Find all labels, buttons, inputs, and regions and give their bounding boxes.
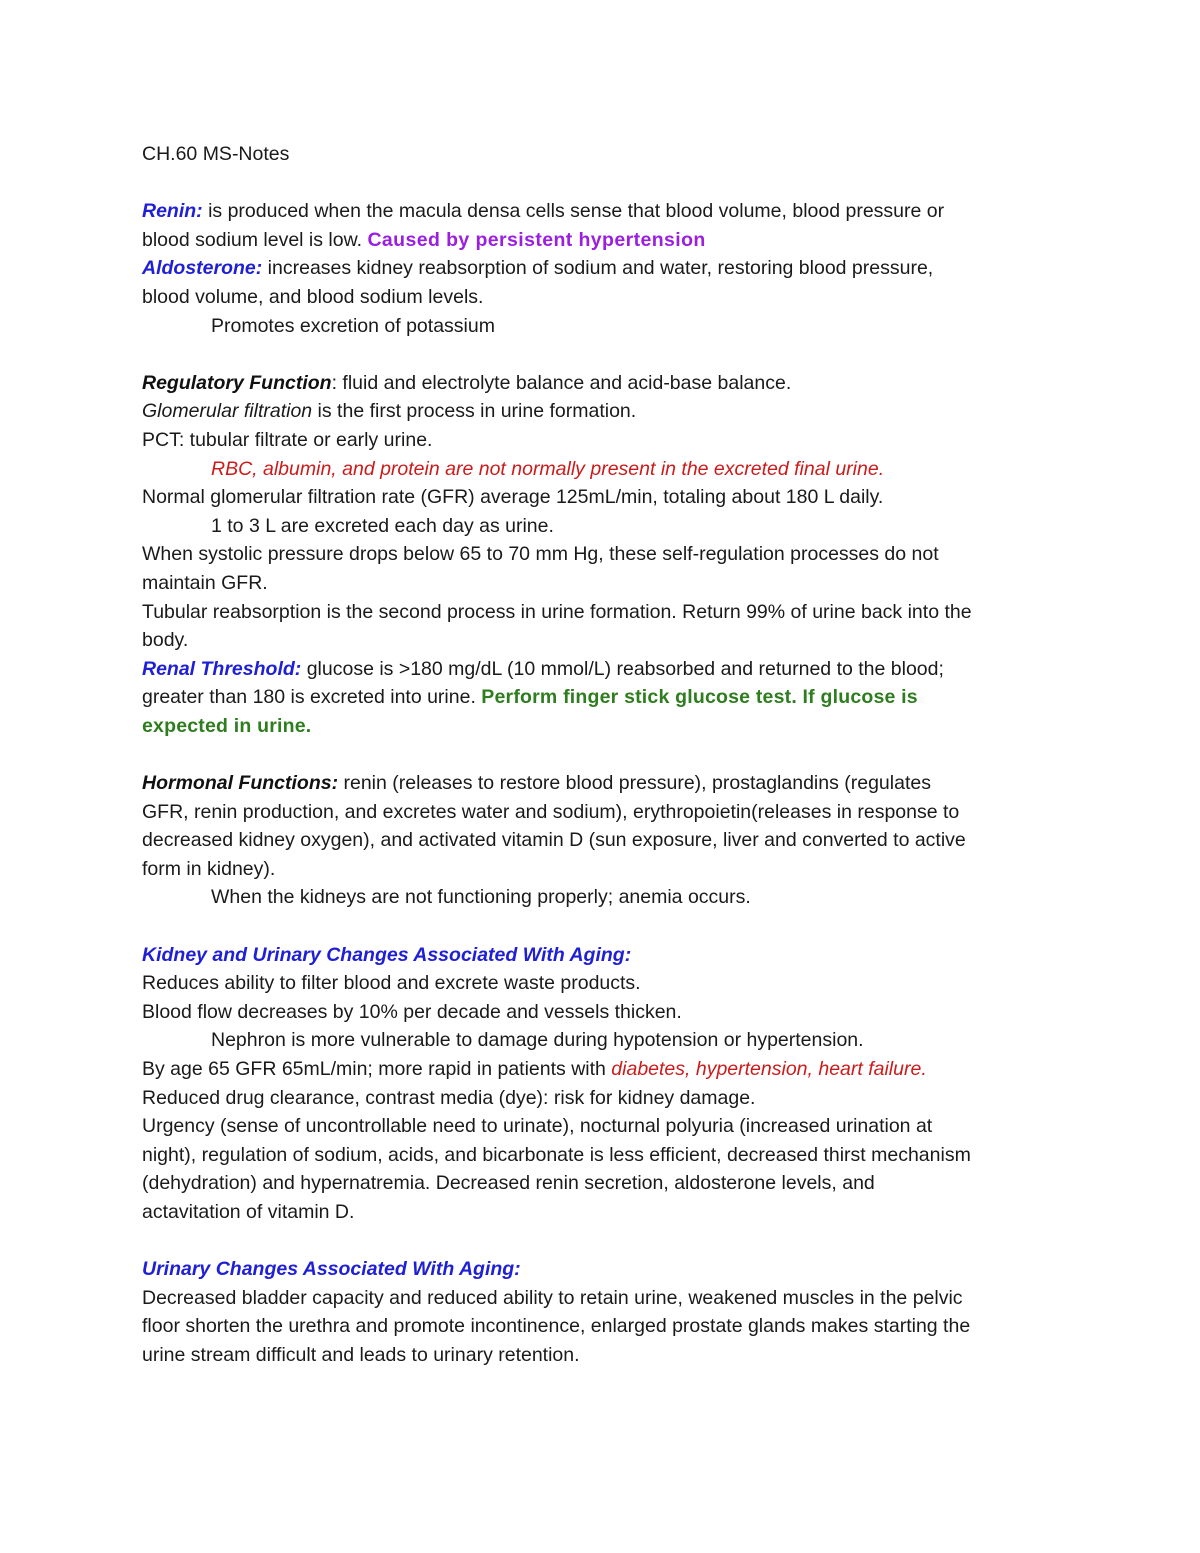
hormonal-line-1: [142, 769, 1077, 798]
threshold-line-2: [142, 683, 1077, 712]
tubular-line-1: Tubular reabsorption is the second process in urine formation. Return 99% of urine back into the: [142, 600, 972, 623]
renin-term: Renin:: [142, 200, 203, 223]
glomerular-text: is the first process in urine formation.: [312, 400, 637, 423]
aldosterone-term: Aldosterone:: [142, 257, 263, 280]
hormonal-indent: When the kidneys are not functioning properly; anemia occurs.: [211, 886, 751, 909]
renin-line-2: [142, 226, 1077, 255]
urinary-aging-line-1: Decreased bladder capacity and reduced ability to retain urine, weakened muscles in the pelvic: [142, 1286, 963, 1309]
excreted-line: 1 to 3 L are excreted each day as urine.: [211, 514, 554, 537]
hormonal-line-2: GFR, renin production, and excretes water and sodium), erythropoietin(releases in response to: [142, 800, 960, 823]
regulatory-line: [142, 369, 1077, 398]
renin-text-1: is produced when the macula densa cells sense that blood volume, blood pressure or: [202, 200, 945, 223]
hormonal-line-4: form in kidney).: [142, 857, 276, 880]
pct-line: PCT: tubular filtrate or early urine.: [142, 428, 433, 451]
spacer: [142, 340, 1077, 369]
kidney-aging-line-2: Blood flow decreases by 10% per decade and vessels thicken.: [142, 1000, 682, 1023]
threshold-green-1: Perform finger stick glucose test. If glucose is: [481, 686, 918, 709]
regulatory-text: : fluid and electrolyte balance and acid-base balance.: [331, 371, 792, 394]
spacer: [142, 169, 1077, 198]
renin-highlight: Caused by persistent hypertension: [367, 228, 706, 251]
gfr-line: Normal glomerular filtration rate (GFR) average 125mL/min, totaling about 180 L daily.: [142, 486, 884, 509]
glomerular-line: [142, 397, 1077, 426]
urinary-aging-heading: Urinary Changes Associated With Aging:: [142, 1258, 521, 1281]
renin-text-2: blood sodium level is low.: [142, 228, 368, 251]
threshold-text-2: greater than 180 is excreted into urine.: [142, 686, 482, 709]
kidney-aging-heading: Kidney and Urinary Changes Associated With Aging:: [142, 943, 632, 966]
kidney-aging-line-1: Reduces ability to filter blood and excrete waste products.: [142, 972, 641, 995]
systolic-line-1: When systolic pressure drops below 65 to 70 mm Hg, these self-regulation processes do not: [142, 543, 939, 566]
hormonal-term: Hormonal Functions:: [142, 772, 339, 795]
kidney-aging-text-4a: By age 65 GFR 65mL/min; more rapid in patients with: [142, 1058, 612, 1080]
kidney-aging-line-9: actavitation of vitamin D.: [142, 1200, 355, 1223]
aldosterone-line-1: [142, 254, 1077, 283]
page-title: CH.60 MS-Notes: [142, 143, 290, 165]
kidney-aging-line-3: Nephron is more vulnerable to damage during hypotension or hypertension.: [211, 1029, 864, 1052]
kidney-aging-diseases: diabetes, hypertension, heart failure.: [611, 1058, 927, 1080]
threshold-text-1: glucose is >180 mg/dL (10 mmol/L) reabsorbed and returned to the blood;: [301, 657, 944, 680]
spacer: [142, 912, 1077, 941]
renin-line-1: [142, 197, 1077, 226]
rbc-note: RBC, albumin, and protein are not normally present in the excreted final urine.: [211, 457, 885, 480]
kidney-aging-line-5: Reduced drug clearance, contrast media (dye): risk for kidney damage.: [142, 1086, 756, 1109]
urinary-aging-line-2: floor shorten the urethra and promote incontinence, enlarged prostate glands makes starting the: [142, 1315, 971, 1338]
regulatory-term: Regulatory Function: [142, 371, 332, 394]
hormonal-text-1: renin (releases to restore blood pressure), prostaglandins (regulates: [338, 772, 931, 795]
kidney-aging-line-7: night), regulation of sodium, acids, and bicarbonate is less efficient, decreased thirst mechanism: [142, 1143, 971, 1166]
tubular-line-2: body.: [142, 629, 189, 652]
kidney-aging-line-4: [142, 1055, 1077, 1084]
aldosterone-text-1: increases kidney reabsorption of sodium and water, restoring blood pressure,: [262, 257, 934, 280]
threshold-line-1: [142, 655, 1077, 684]
threshold-term: Renal Threshold:: [142, 657, 302, 680]
spacer: [142, 1227, 1077, 1256]
urinary-aging-line-3: urine stream difficult and leads to urinary retention.: [142, 1343, 580, 1366]
document-body: [142, 140, 1077, 1370]
kidney-aging-line-8: (dehydration) and hypernatremia. Decreased renin secretion, aldosterone levels, and: [142, 1172, 875, 1195]
systolic-line-2: maintain GFR.: [142, 571, 268, 594]
spacer: [142, 740, 1077, 769]
aldosterone-indent: Promotes excretion of potassium: [211, 314, 495, 337]
kidney-aging-line-6: Urgency (sense of uncontrollable need to urinate), nocturnal polyuria (increased urination at: [142, 1115, 933, 1138]
glomerular-term: Glomerular filtration: [142, 400, 313, 423]
hormonal-line-3: decreased kidney oxygen), and activated vitamin D (sun exposure, liver and converted to active: [142, 829, 966, 852]
threshold-green-2: expected in urine.: [142, 714, 312, 737]
aldosterone-line-2: blood volume, and blood sodium levels.: [142, 285, 484, 308]
